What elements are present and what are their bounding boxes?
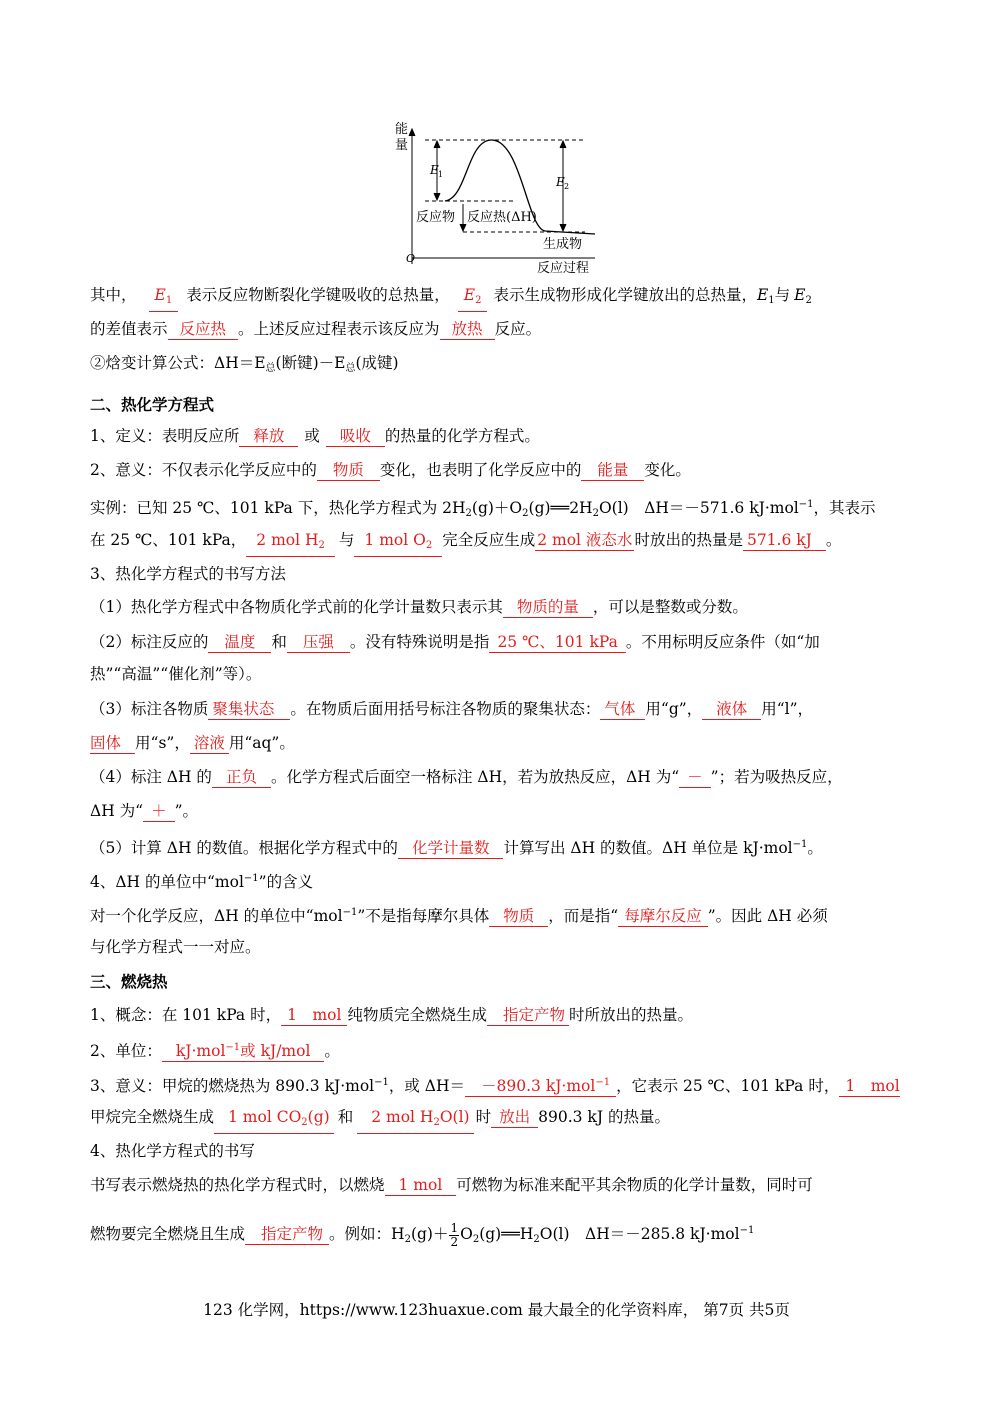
answer-1-mol-methane: 1 mol <box>839 1076 899 1097</box>
answer-1mol-o2: 1 mol $O_2$ <box>354 530 442 557</box>
answer-specified-product-2: 指定产物 <box>245 1224 329 1245</box>
energy-diagram <box>395 118 610 276</box>
answer-2mol-liquid-water: 2 mol 液态水 <box>537 531 633 549</box>
answer-aggregation-state: 聚集状态 <box>208 699 290 720</box>
e2-label: E <box>556 175 565 189</box>
answer-unit: kJ·mol$^{-1}$或 kJ/mol <box>162 1038 325 1062</box>
answer-2mol-h2: 2 mol $H_2$ <box>246 530 335 557</box>
answer-pressure: 压强 <box>287 632 350 653</box>
paragraph-e1-e2: 其中， $E_1$ 表示反应物断裂化学键吸收的总热量， $E_2$ 表示生成物形成化学键放出的总热量，$E_1$与 $E_2$ <box>90 284 910 312</box>
paragraph-method-3b: 固体 用“s”， 溶液 用“aq”。 <box>90 734 295 752</box>
paragraph-definition: 1、定义：表明反应所 释放 或 吸收 的热量的化学方程式。 <box>90 427 540 445</box>
paragraph-example-line2: 在 25 ℃、101 kPa， 2 mol $H_2$ 与 1 mol $O_2$ 完全反应生成 2 mol 液态水 时放出的热量是 571.6 kJ 。 <box>90 529 910 557</box>
answer-substance: 物质 <box>317 460 380 481</box>
answer-plus: ＋ <box>143 801 175 822</box>
answer-sign: 正负 <box>212 767 271 788</box>
paragraph-method-4b: ΔH 为“ ＋ ”。 <box>90 802 199 820</box>
fraction-one-half: $\frac{1}{2}$ <box>450 1220 459 1249</box>
paragraph-meaning: 2、意义：不仅表示化学反应中的 物质 变化，也表明了化学反应中的 能量 变化。 <box>90 461 691 479</box>
paragraph-combustion-equation-b: 燃物要完全燃烧且生成 指定产物 。例如：$H_2(g)+$ $\frac{1}{2}$ $O_2(g)══H_2O(l)$ ΔH＝－285.8 kJ·mol$^{-1}$ <box>90 1220 755 1249</box>
paragraph-combustion-meaning-a: 3、意义：甲烷的燃烧热为 890.3 kJ·mol$^{-1}$，或 ΔH＝ －890.3 kJ·mol$^{-1}$ ，它表示 25 ℃、101 kPa 时， 1 mol <box>90 1072 910 1097</box>
paragraph-method-2a: （2）标注反应的 温度 和 压强 。没有特殊说明是指 25 ℃、101 kPa 。不用标明反应条件（如“加 <box>90 633 820 651</box>
y-label-2: 量 <box>395 138 409 153</box>
answer-minus-890-3: －890.3 kJ·mol$^{-1}$ <box>465 1073 616 1097</box>
paragraph-method-1: （1）热化学方程式中各物质化学式前的化学计量数只表示其 物质的量 ，可以是整数或分数。 <box>90 598 748 616</box>
answer-energy: 能量 <box>581 460 644 481</box>
y-label-1: 能 <box>395 122 409 137</box>
answer-1-mol-fuel: 1 mol <box>385 1175 457 1196</box>
answer-gas: 气体 <box>600 699 645 720</box>
y-axis-arrow <box>409 129 415 136</box>
paragraph-method-5: （5）计算 ΔH 的数值。根据化学方程式中的 化学计量数 计算写出 ΔH 的数值。ΔH 单位是 kJ·mol$^{-1}$。 <box>90 839 823 857</box>
paragraph-method-3a: （3）标注各物质 聚集状态 。在物质后面用括号标注各物质的聚集状态： 气体 用“g”， 液体 用“l”， <box>90 700 814 718</box>
paragraph-combustion-concept: 1、概念：在 101 kPa 时， 1 mol 纯物质完全燃烧生成 指定产物 时所放出的热量。 <box>90 1006 694 1024</box>
x-axis-label: 反应过程 <box>537 261 590 276</box>
origin-label: O <box>406 252 416 265</box>
answer-release: 释放 <box>239 426 298 447</box>
answer-e1: $E_1$ <box>149 285 179 312</box>
answer-release-2: 放出 <box>491 1107 538 1128</box>
paragraph-difference: 的差值表示 反应热 。上述反应过程表示该反应为 放热 反应。 <box>90 320 542 338</box>
answer-e2: $E_2$ <box>458 285 488 312</box>
paragraph-example-line1: 实例：已知 25 ℃、101 kPa 下，热化学方程式为 $2H_2(g)+O_2(g)══2H_2O(l)$ ΔH＝－571.6 kJ·mol$^{-1}$，其表示 <box>90 499 876 519</box>
reactant-label: 反应物 <box>416 210 456 225</box>
answer-amount-of-substance: 物质的量 <box>503 597 593 618</box>
paragraph-method-4a: （4）标注 ΔH 的 正负 。化学方程式后面空一格标注 ΔH，若为放热反应，ΔH 为“ － ”；若为吸热反应， <box>90 768 843 786</box>
answer-per-mole-reaction: 每摩尔反应 <box>618 906 708 927</box>
answer-1-mol: 1 mol <box>281 1005 347 1026</box>
paragraph-combustion-equation-title: 4、热化学方程式的书写 <box>90 1142 255 1160</box>
product-label: 生成物 <box>543 237 583 252</box>
e1-label: E <box>430 163 439 177</box>
paragraph-method-title: 3、热化学方程式的书写方法 <box>90 565 286 583</box>
answer-571-6kj: 571.6 kJ <box>743 530 826 551</box>
answer-absorb: 吸收 <box>326 426 385 447</box>
answer-liquid: 液体 <box>702 699 761 720</box>
page-footer: 123 化学网，https://www.123huaxue.com 最大最全的化学资料库， 第7页 共5页 <box>203 1301 790 1319</box>
paragraph-unit-b: 与化学方程式一一对应。 <box>90 938 261 956</box>
answer-specified-product: 指定产物 <box>487 1005 569 1026</box>
paragraph-combustion-equation-a: 书写表示燃烧热的热化学方程式时，以燃烧 1 mol 可燃物为标准来配平其余物质的化学计量数，同时可 <box>90 1176 813 1194</box>
answer-reaction-heat: 反应热 <box>168 319 239 340</box>
answer-solution: 溶液 <box>190 733 229 754</box>
answer-substance-2: 物质 <box>489 906 548 927</box>
answer-standard-conditions: 25 ℃、101 kPa <box>489 632 625 653</box>
e2-label-sub: 2 <box>564 182 570 191</box>
answer-solid: 固体 <box>90 733 135 754</box>
answer-temperature: 温度 <box>208 632 271 653</box>
answer-1mol-co2: 1 mol $CO_2(g)$ <box>214 1107 334 1134</box>
paragraph-enthalpy-formula: ②焓变计算公式：$\Delta H=E_总$(断键)$-E_总$(成键) <box>90 354 399 374</box>
answer-2mol-h2o: 2 mol $H_2O(l)$ <box>357 1107 473 1134</box>
e1-label-sub: 1 <box>438 170 444 179</box>
section-title-thermochemical-equation: 二、热化学方程式 <box>90 395 215 414</box>
paragraph-unit-title: 4、ΔH 的单位中“mol$^{-1}$”的含义 <box>90 873 314 891</box>
paragraph-method-2b: 热”“高温”“催化剂”等）。 <box>90 665 262 683</box>
paragraph-combustion-unit: 2、单位： kJ·mol$^{-1}$或 kJ/mol 。 <box>90 1038 910 1062</box>
paragraph-combustion-meaning-b: 甲烷完全燃烧生成 1 mol $CO_2(g)$ 和 2 mol $H_2O(l)$ 时 放出 890.3 kJ 的热量。 <box>90 1106 910 1134</box>
answer-minus: － <box>679 767 711 788</box>
reaction-heat-label: 反应热(ΔH) <box>467 210 537 225</box>
answer-exothermic: 放热 <box>440 319 495 340</box>
paragraph-unit-a: 对一个化学反应，ΔH 的单位中“mol$^{-1}$”不是指每摩尔具体 物质 ，而是指“ 每摩尔反应 ”。因此 ΔH 必须 <box>90 907 828 925</box>
answer-stoichiometric-number: 化学计量数 <box>398 838 504 859</box>
section-title-heat-of-combustion: 三、燃烧热 <box>90 972 168 991</box>
